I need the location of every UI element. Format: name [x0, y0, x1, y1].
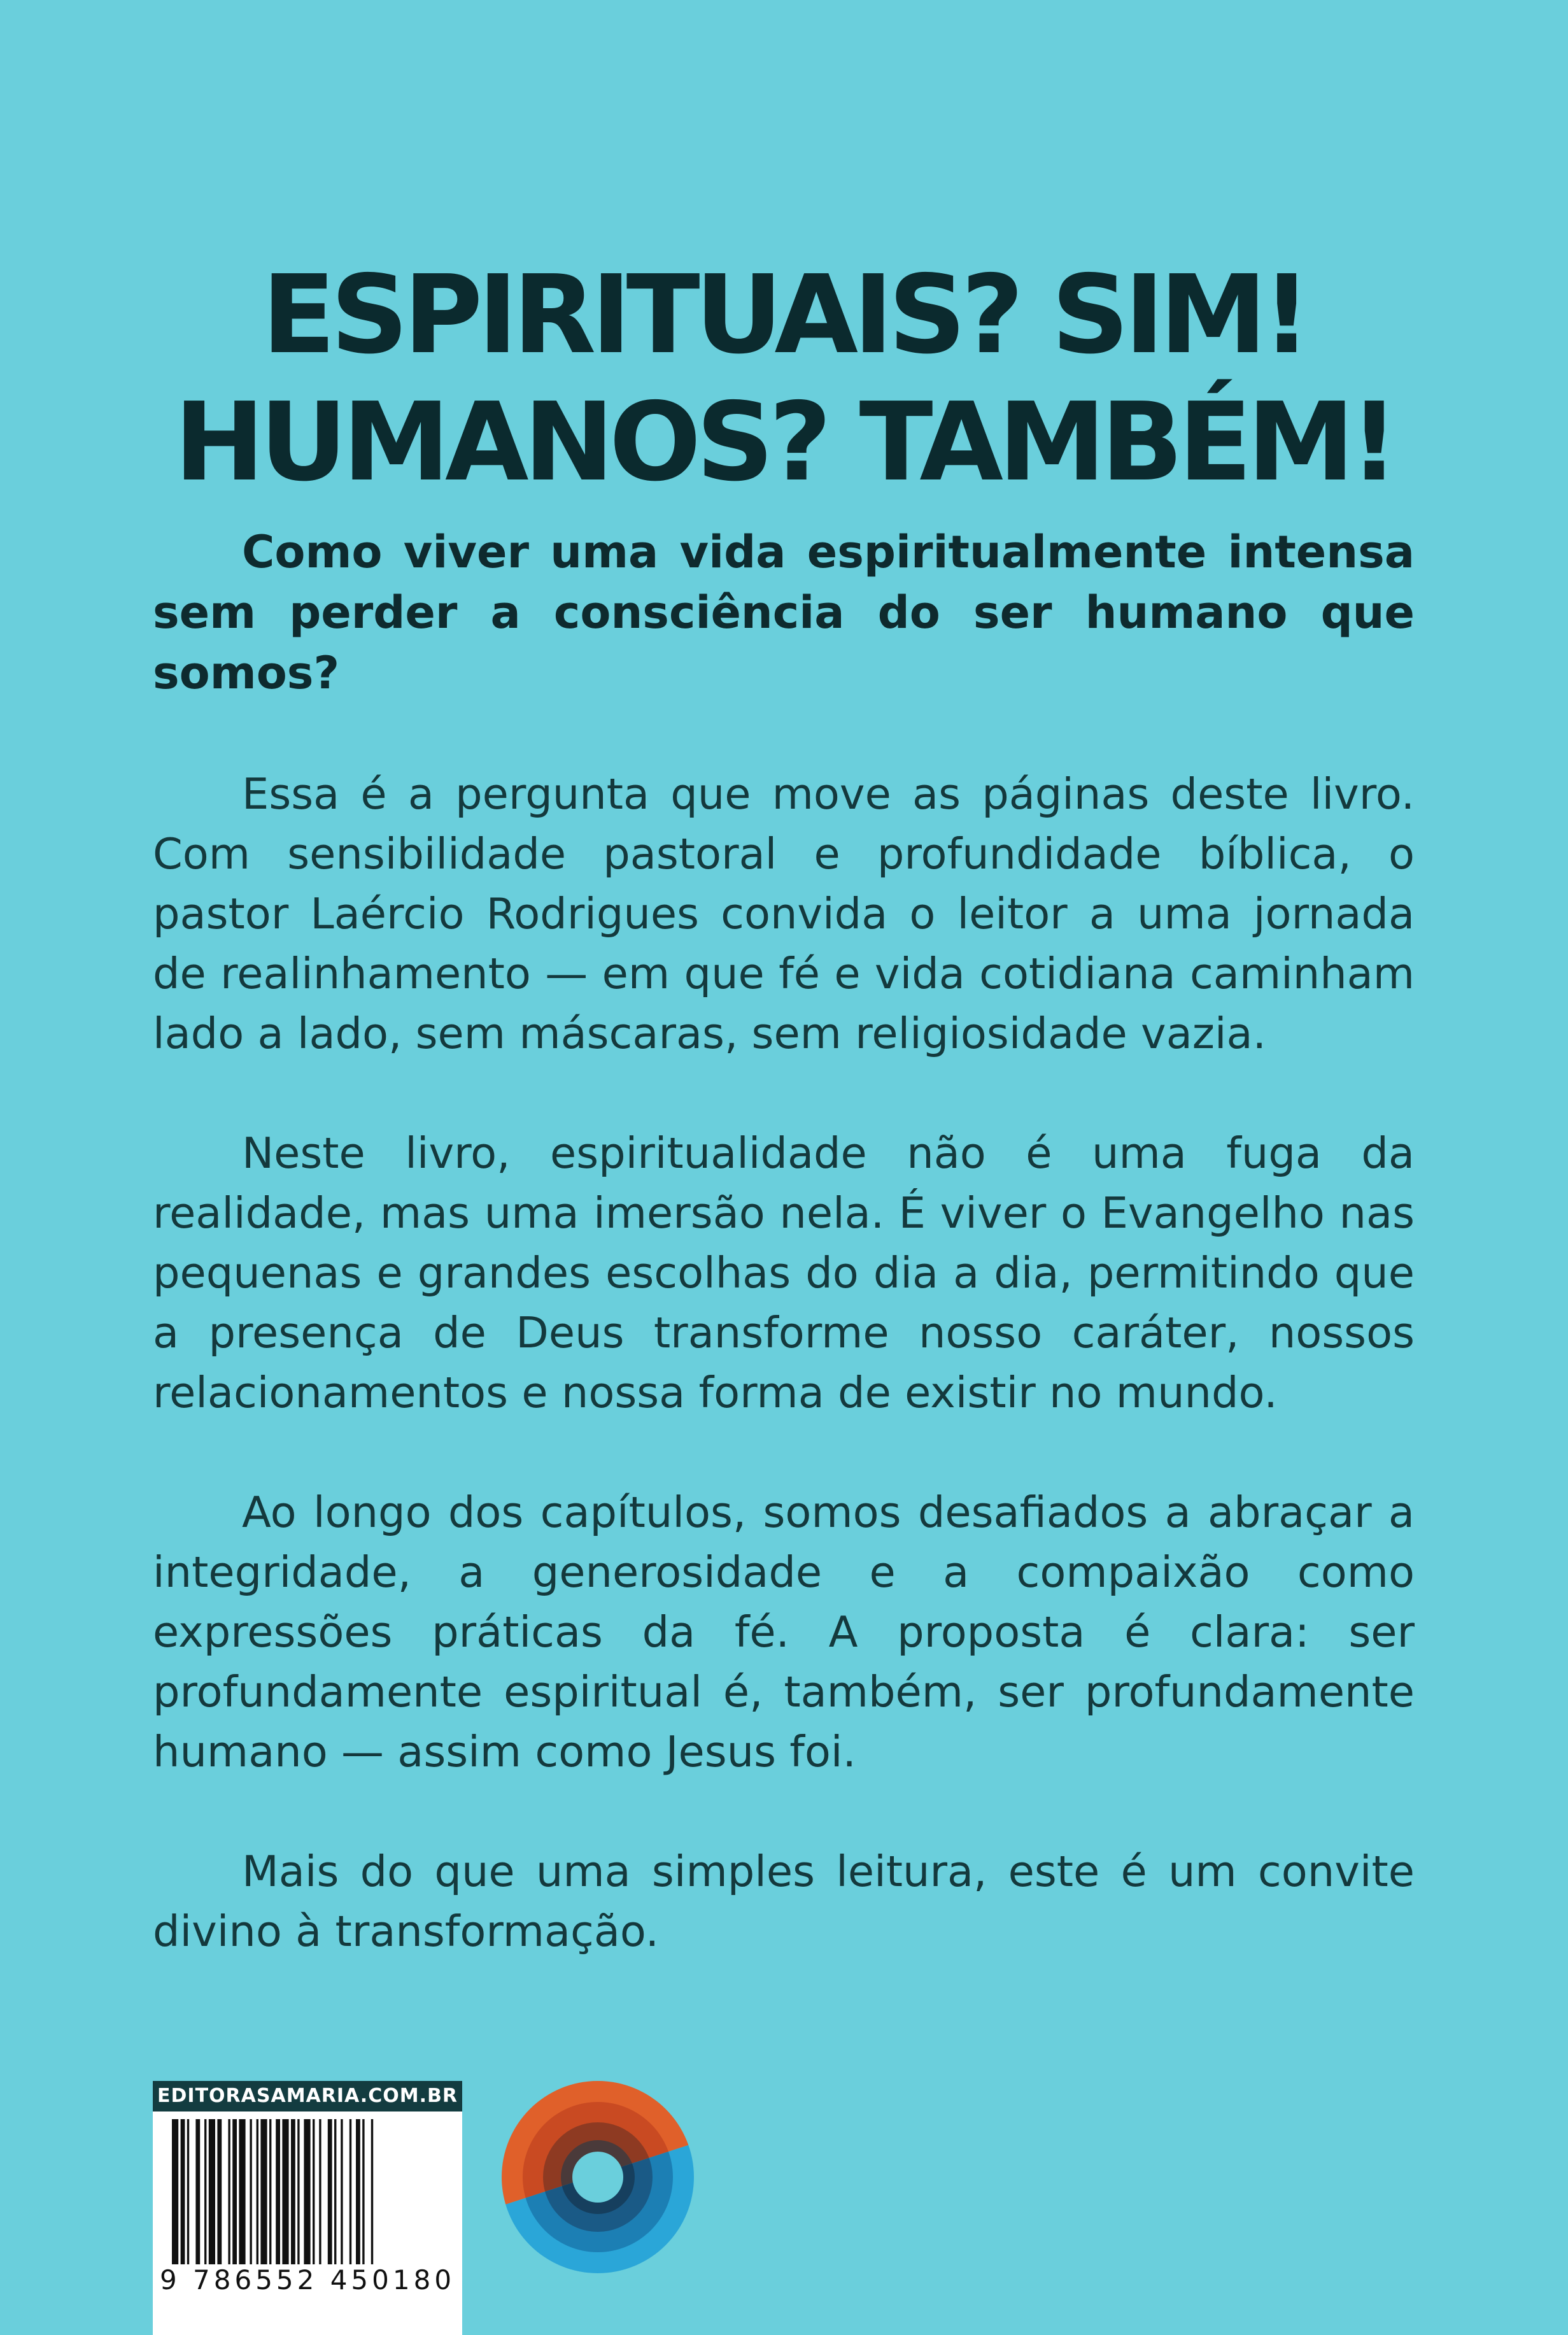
- publisher-circle-logo-icon: [502, 2081, 694, 2273]
- barcode-block: [153, 2081, 462, 2335]
- paragraph-3: Ao longo dos capítulos, somos desafiados a abraçar a integridade, a generosidade e a compaixão como expressões práticas da fé. A proposta é clara: ser profundamente espiritual é, também, ser profundamente humano — assim como Jesus foi.: [153, 1487, 1415, 1777]
- barcode-icon: [172, 2119, 443, 2267]
- title-line-2: HUMANOS? TAMBÉM!: [174, 380, 1394, 506]
- title-line-1: ESPIRITUAIS? SIM!: [262, 252, 1306, 378]
- paragraph-2: Neste livro, espiritualidade não é uma fuga da realidade, mas uma imersão nela. É viver o Evangelho nas pequenas e grandes escolhas do dia a dia, permitindo que a presença de Deus transforme nosso caráter, nossos relacionamentos e nossa forma de existir no mundo.: [153, 1128, 1415, 1417]
- back-cover-text: [153, 522, 1415, 2021]
- paragraph-1: Essa é a pergunta que move as páginas deste livro. Com sensibilidade pastoral e profundidade bíblica, o pastor Laércio Rodrigues convida o leitor a uma jornada de realinhamento — em que fé e vida cotidiana caminham lado a lado, sem máscaras, sem religiosidade vazia.: [153, 769, 1415, 1058]
- paragraph-4: Mais do que uma simples leitura, este é um convite divino à transformação.: [153, 1847, 1415, 1956]
- publisher-site: EDITORASAMARIA.COM.BR: [153, 2081, 462, 2111]
- book-title: [0, 252, 1568, 506]
- lead-question: Como viver uma vida espiritualmente intensa sem perder a consciência do ser humano que somos?: [153, 526, 1415, 699]
- isbn-number: 9 786552 450180: [153, 2264, 462, 2296]
